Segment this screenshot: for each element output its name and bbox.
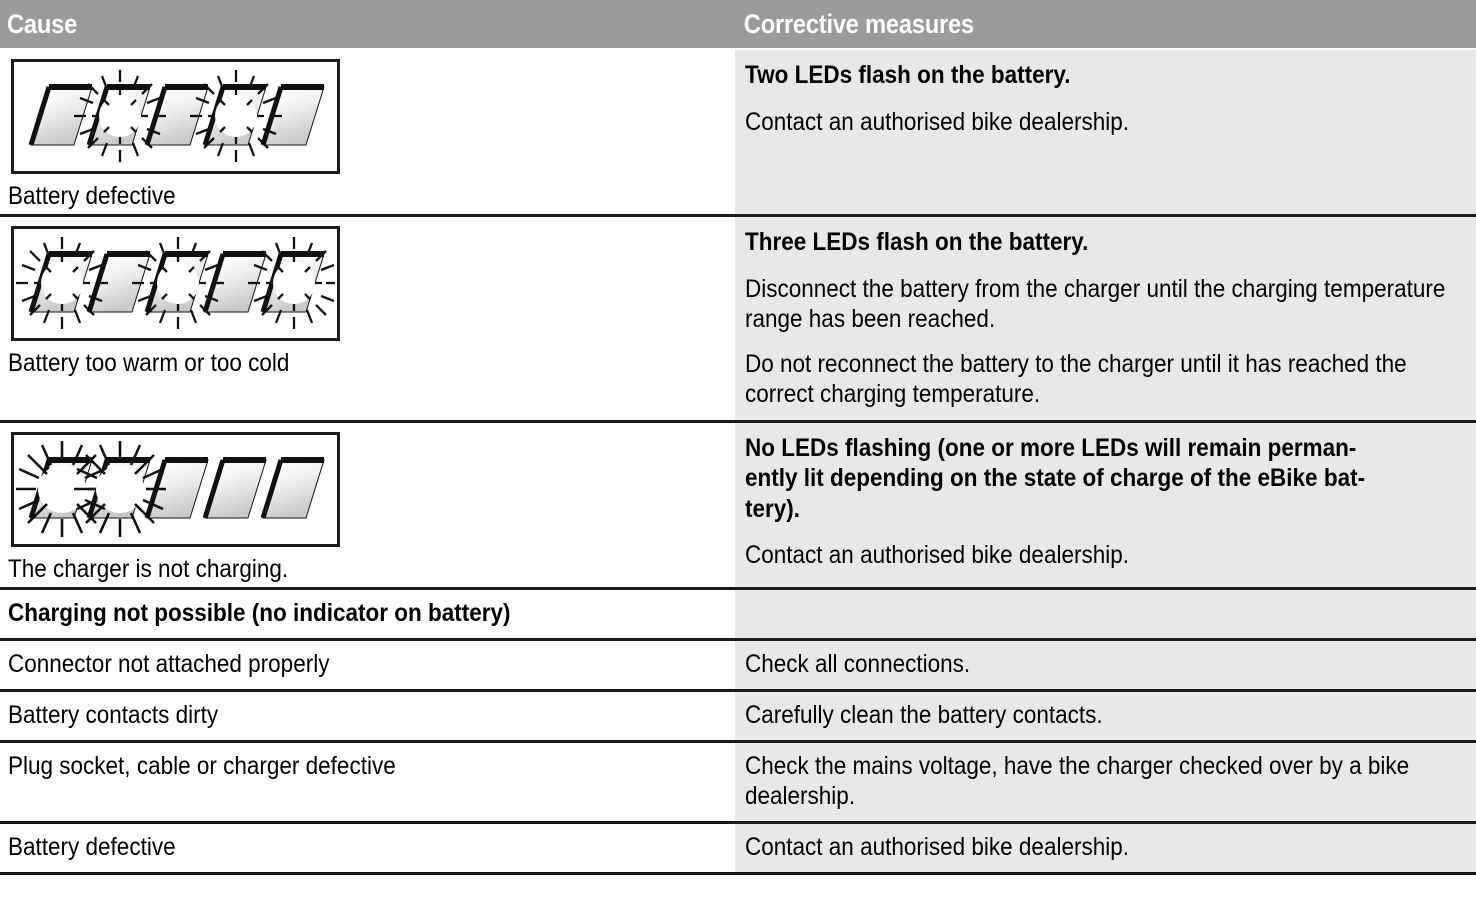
cause-label: Battery defective — [8, 832, 176, 861]
cause-cell — [0, 590, 735, 638]
measure-paragraph: Disconnect the battery from the charger until the charging temperature range has been reached. — [745, 274, 1446, 333]
section-heading-row — [0, 587, 1476, 638]
corrective-measure-cell — [735, 743, 1476, 821]
column-header-cause: Cause — [7, 8, 78, 39]
measure-title-line: No LEDs flashing (one or more LEDs will remain perman- — [745, 433, 1357, 462]
cause-cell — [0, 50, 735, 214]
corrective-measure-cell — [735, 217, 1476, 420]
measure-paragraph: Do not reconnect the battery to the charger until it has reached the correct charging temperature. — [745, 349, 1407, 408]
measure-title — [745, 433, 1465, 525]
table-row — [0, 638, 1476, 689]
cause-cell — [0, 824, 735, 872]
cause-label: Battery contacts dirty — [8, 700, 219, 729]
corrective-measure-cell — [735, 50, 1476, 214]
cause-label: Connector not attached properly — [8, 649, 330, 678]
corrective-measure-cell — [735, 590, 1476, 638]
cause-cell — [0, 217, 735, 420]
cause-label: The charger is not charging. — [8, 554, 289, 583]
battery-led-indicator-icon — [11, 59, 340, 174]
battery-led-indicator-icon — [11, 226, 340, 341]
table-row — [0, 420, 1476, 587]
measure-title: Two LEDs flash on the battery. — [745, 61, 1071, 89]
section-heading-label: Charging not possible (no indicator on battery) — [8, 598, 511, 627]
measure-paragraph: Contact an authorised bike dealership. — [745, 541, 1130, 569]
measure-title-line: tery). — [745, 494, 801, 523]
cause-label: Plug socket, cable or charger defective — [8, 751, 396, 780]
table-row — [0, 214, 1476, 420]
measure-label: Check all connections. — [745, 649, 971, 678]
corrective-measure-cell — [735, 641, 1476, 689]
measure-title: Three LEDs flash on the battery. — [745, 228, 1089, 256]
battery-led-indicator-icon — [11, 432, 340, 547]
cause-label: Battery defective — [8, 182, 176, 210]
column-header-corrective-measures: Corrective measures — [743, 8, 974, 39]
cause-cell — [0, 743, 735, 821]
table-header-row — [0, 0, 1476, 48]
table-row — [0, 821, 1476, 875]
corrective-measure-cell — [735, 692, 1476, 740]
table-row — [0, 689, 1476, 740]
table-row — [0, 740, 1476, 821]
cause-cell — [0, 423, 735, 587]
measure-paragraph: Contact an authorised bike dealership. — [745, 107, 1130, 136]
measure-label: Contact an authorised bike dealership. — [745, 832, 1130, 861]
corrective-measure-cell — [735, 423, 1476, 587]
table-row — [0, 48, 1476, 214]
measure-label: Check the mains voltage, have the charger checked over by a bike dealership. — [745, 751, 1410, 810]
measure-label: Carefully clean the battery contacts. — [745, 700, 1103, 729]
cause-cell — [0, 692, 735, 740]
corrective-measure-cell — [735, 824, 1476, 872]
cause-label: Battery too warm or too cold — [8, 349, 290, 377]
measure-title-line: ently lit depending on the state of charge of the eBike bat- — [745, 464, 1366, 492]
cause-cell — [0, 641, 735, 689]
